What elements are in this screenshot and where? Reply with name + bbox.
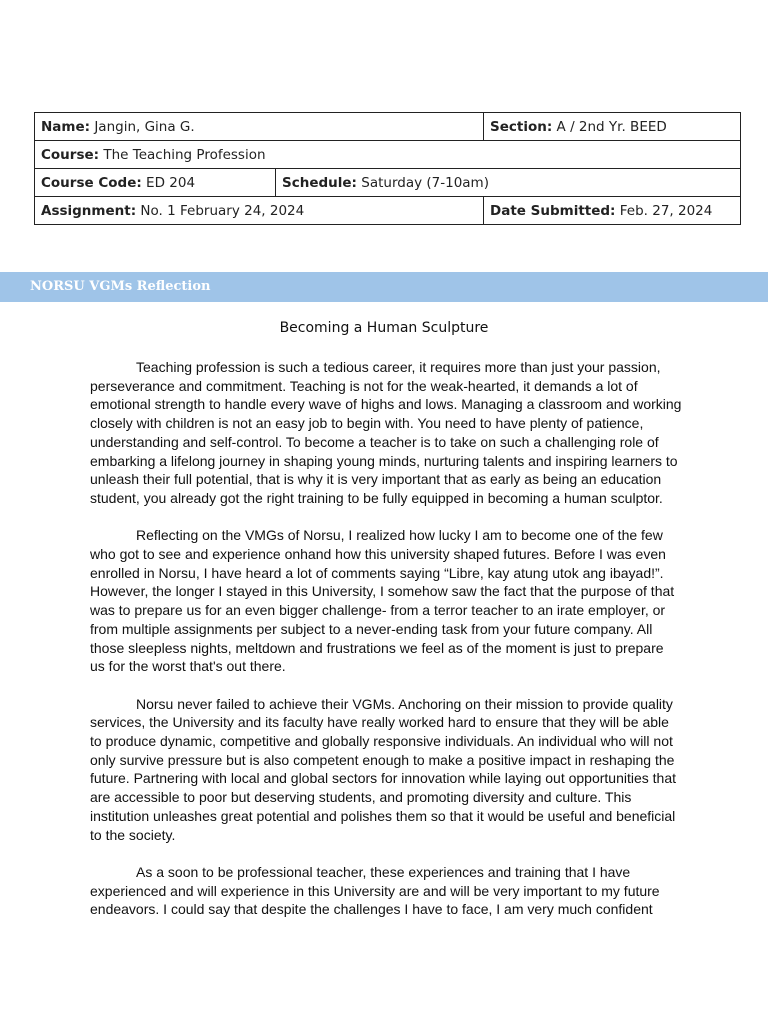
document-title: Becoming a Human Sculpture	[279, 320, 489, 336]
paragraph: As a soon to be professional teacher, these experiences and training that I have experienced and will experience in this University are and will be very important to my future endeavors. I could say that despite the challenges I have to face, I am very much confident	[90, 863, 660, 918]
course-code-cell	[35, 169, 276, 197]
student-info-table	[34, 112, 741, 225]
name-cell	[35, 113, 484, 141]
date-submitted-value: Feb. 27, 2024	[619, 202, 713, 219]
info-row-assignment	[35, 197, 741, 225]
course-cell	[35, 141, 741, 169]
name-label: Name:	[41, 118, 91, 135]
section-cell	[484, 113, 741, 141]
assignment-cell	[35, 197, 484, 225]
paragraph: Teaching profession is such a tedious career, it requires more than just your passion, perseverance and commitment. Teaching is not for the weak-hearted, it demands a lot of emotional strength to handle every wave of highs and lows. Managing a classroom and working closely with children is not an easy job to begin with. You need to have plenty of patience, understanding and self-control. To become a teacher is to take on such a challenging role of embarking a lifelong journey in shaping young minds, nurturing talents and inspiring learners to unleash their full potential, that is why it is very important that as early as being an education student, you already got the right training to be fully equipped in becoming a human sculptor.	[90, 359, 682, 506]
paragraph: Norsu never failed to achieve their VGMs. Anchoring on their mission to provide quality services, the University and its faculty have really worked hard to ensure that they will be able to produce dynamic, competitive and globally responsive individuals. An individual who will not only survive pressure but is also competent enough to make a positive impact in reshaping the future. Partnering with local and global sectors for innovation while laying out opportunities that are accessible to poor but deserving students, and promoting diversity and culture. This institution unleashes great potential and polishes them so that it would be useful and beneficial to the society.	[90, 695, 677, 843]
paragraph: Reflecting on the VMGs of Norsu, I realized how lucky I am to become one of the few who got to see and experience onhand how this university shaped futures. Before I was even enrolled in Norsu, I have heard a lot of comments saying “Libre, kay atung utok ang ibayad!”. However, the longer I stayed in this University, I somehow saw the fact that the purpose of that was to prepare us for an even bigger challenge- from a terror teacher to an irate employer, or from multiple assignments per subject to a never-ending task from your future company. All those sleepless nights, meltdown and frustrations we feel as of the moment is just to prepare us for the worst that's out there.	[90, 527, 675, 675]
schedule-value: Saturday (7-10am)	[361, 174, 489, 191]
section-label: Section:	[490, 118, 553, 135]
assignment-value: No. 1 February 24, 2024	[140, 202, 305, 219]
date-submitted-cell	[484, 197, 741, 225]
course-value: The Teaching Profession	[103, 146, 266, 163]
course-label: Course:	[41, 146, 100, 163]
section-value: A / 2nd Yr. BEED	[556, 118, 667, 135]
schedule-label: Schedule:	[282, 174, 357, 191]
document-body	[90, 358, 682, 938]
info-row-code	[35, 169, 741, 197]
assignment-label: Assignment:	[41, 202, 137, 219]
schedule-cell	[276, 169, 741, 197]
date-submitted-label: Date Submitted:	[490, 202, 616, 219]
info-row-name	[35, 113, 741, 141]
course-code-label: Course Code:	[41, 174, 142, 191]
name-value: Jangin, Gina G.	[94, 118, 195, 135]
section-banner	[0, 272, 768, 302]
banner-title: NORSU VGMs Reflection	[30, 279, 211, 294]
info-row-course	[35, 141, 741, 169]
course-code-value: ED 204	[146, 174, 196, 191]
